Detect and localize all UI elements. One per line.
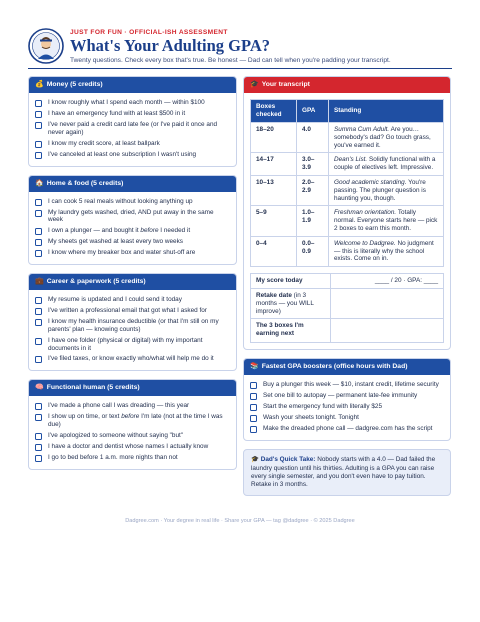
transcript-section bbox=[243, 76, 451, 350]
checklist-item-label: I show up on time, or text before I'm late (not at the time I was due) bbox=[48, 413, 223, 429]
checkbox[interactable] bbox=[250, 404, 257, 411]
checkbox[interactable] bbox=[250, 415, 257, 422]
section-title: Home & food (5 credits) bbox=[46, 179, 124, 187]
dad-portrait-seal-icon bbox=[28, 28, 64, 64]
section-title: Functional human (5 credits) bbox=[46, 384, 140, 392]
money-bag-icon: 💰 bbox=[35, 81, 44, 88]
boxes-cell: 10–13 bbox=[251, 175, 297, 205]
next-boxes-label: The 3 boxes I'm earning next bbox=[251, 319, 331, 343]
retake-field[interactable] bbox=[331, 288, 444, 318]
checkbox[interactable] bbox=[35, 141, 42, 148]
checklist-item bbox=[35, 249, 230, 257]
money-section bbox=[28, 76, 237, 167]
checklist-item bbox=[35, 151, 230, 159]
score-label: My score today bbox=[251, 274, 331, 289]
standing-cell: Dean's List. Solidly functional with a couple of electives left. Impressive. bbox=[329, 153, 444, 176]
checklist-item bbox=[35, 443, 230, 451]
checklist-item-label: I can cook 5 real meals without looking anything up bbox=[48, 197, 193, 205]
checklist-item bbox=[35, 227, 230, 235]
checklist-item-label: Set one bill to autopay — permanent late-fee immunity bbox=[263, 392, 418, 400]
score-field[interactable]: ____ / 20 · GPA: ____ bbox=[331, 274, 444, 289]
checkbox[interactable] bbox=[35, 356, 42, 363]
checklist-item-label: I know my credit score, at least ballpark bbox=[48, 139, 160, 147]
table-row bbox=[251, 153, 444, 176]
checklist-item bbox=[35, 238, 230, 246]
page-header bbox=[28, 28, 452, 68]
transcript-section-header bbox=[244, 77, 450, 93]
house-icon: 🏠 bbox=[35, 179, 44, 187]
checklist-item-label: My sheets get washed at least every two weeks bbox=[48, 238, 183, 246]
left-column bbox=[28, 76, 237, 478]
column-header: GPA bbox=[297, 100, 329, 123]
page-subtitle: Twenty questions. Check every box that's true. Be honest — Dad can tell when you're padding your transcript. bbox=[70, 57, 391, 64]
checklist-item bbox=[250, 425, 444, 433]
checklist-item bbox=[35, 337, 230, 353]
checkbox[interactable] bbox=[250, 393, 257, 400]
checkbox[interactable] bbox=[35, 414, 42, 421]
page-title: What's Your Adulting GPA? bbox=[70, 36, 271, 55]
eyebrow-label: JUST FOR FUN · OFFICIAL-ISH ASSESSMENT bbox=[70, 29, 228, 36]
graduation-cap-icon: 🎓 bbox=[250, 81, 259, 88]
column-header: Boxes checked bbox=[251, 100, 297, 123]
checklist-item-label: I know my health insurance deductible (or that I'm still on my parents' plan — knowing counts) bbox=[48, 318, 219, 333]
checkbox[interactable] bbox=[35, 297, 42, 304]
checklist-item-label: I've canceled at least one subscription I wasn't using bbox=[48, 150, 197, 158]
checkbox[interactable] bbox=[35, 319, 42, 326]
checklist-item-label: I own a plunger — and bought it before I needed it bbox=[48, 227, 191, 235]
page-footer: Dadgree.com · Your degree in real life · Share your GPA — tag @dadgree · © 2025 Dadgree bbox=[125, 518, 355, 524]
checkbox[interactable] bbox=[35, 199, 42, 206]
checkbox[interactable] bbox=[35, 250, 42, 257]
checklist-item bbox=[35, 454, 230, 462]
gpa-cell: 0.0–0.9 bbox=[297, 236, 329, 266]
section-title: Your transcript bbox=[261, 81, 310, 88]
checklist-item bbox=[35, 318, 230, 334]
career-section bbox=[28, 273, 237, 371]
checklist-item bbox=[35, 140, 230, 148]
boxes-cell: 5–9 bbox=[251, 206, 297, 236]
checkbox[interactable] bbox=[35, 210, 42, 217]
checklist-item bbox=[35, 307, 230, 315]
section-title: Career & paperwork (5 credits) bbox=[46, 278, 146, 286]
checklist-item bbox=[35, 413, 230, 429]
checklist-item bbox=[35, 355, 230, 363]
standing-cell: Summa Cum Adult. Are you… somebody's dad? Go touch grass, you've earned it. bbox=[329, 123, 444, 153]
score-form-table bbox=[250, 273, 444, 343]
retake-row bbox=[251, 288, 444, 318]
brain-icon: 🧠 bbox=[35, 384, 44, 392]
books-icon: 📚 bbox=[250, 363, 259, 371]
quick-take-text: Nobody starts with a 4.0 — Dad failed the laundry question until his thirties. Adulting is a GPA you can raise every single semester, and you don't even have to pay tuition. Retake in 3 months. bbox=[251, 456, 436, 488]
checklist-item-label: I've filed taxes, or know exactly who/what will help me do it bbox=[48, 355, 214, 363]
briefcase-icon: 💼 bbox=[35, 278, 44, 286]
checklist-item bbox=[35, 209, 230, 225]
checklist-item bbox=[250, 392, 444, 400]
checklist-item-label: I have an emergency fund with at least $500 in it bbox=[48, 110, 186, 117]
functional-human-section-header bbox=[29, 380, 236, 396]
boxes-cell: 18–20 bbox=[251, 123, 297, 153]
standing-cell: Freshman orientation. Totally normal. Everyone starts here — pick 2 boxes to earn this month. bbox=[329, 206, 444, 236]
home-food-section bbox=[28, 175, 237, 266]
gpa-cell: 3.0–3.9 bbox=[297, 153, 329, 176]
column-header: Standing bbox=[329, 100, 444, 123]
checkbox[interactable] bbox=[35, 338, 42, 345]
gpa-scale-table bbox=[250, 99, 444, 267]
checklist-item bbox=[250, 414, 444, 422]
section-title: Money (5 credits) bbox=[46, 81, 103, 88]
retake-label: Retake date (in 3 months — you WILL improve) bbox=[251, 288, 331, 318]
checklist-item bbox=[35, 296, 230, 304]
checklist-item-label: Wash your sheets tonight. Tonight bbox=[263, 414, 359, 422]
checklist-item-label: I've never paid a credit card late fee (or I've paid it once and never again) bbox=[48, 121, 218, 136]
gpa-cell: 2.0–2.9 bbox=[297, 175, 329, 205]
gpa-cell: 4.0 bbox=[297, 123, 329, 153]
checkbox[interactable] bbox=[35, 308, 42, 315]
checklist-item-label: I have one folder (physical or digital) with my important documents in it bbox=[48, 336, 203, 352]
checklist-item-label: I've made a phone call I was dreading — this year bbox=[48, 402, 190, 410]
quick-take-label: Dad's Quick Take: bbox=[260, 456, 316, 464]
checklist-item bbox=[250, 403, 444, 411]
checkbox[interactable] bbox=[35, 455, 42, 462]
table-row bbox=[251, 236, 444, 266]
checkbox[interactable] bbox=[35, 228, 42, 235]
table-row bbox=[251, 123, 444, 153]
header-divider bbox=[28, 68, 452, 69]
checklist-item bbox=[35, 402, 230, 410]
dads-quick-take-callout bbox=[243, 449, 451, 496]
checkbox[interactable] bbox=[250, 382, 257, 389]
gpa-boosters-section bbox=[243, 358, 451, 441]
checklist-item-label: I go to bed before 1 a.m. more nights than not bbox=[48, 453, 178, 461]
right-column bbox=[243, 76, 451, 496]
checkbox[interactable] bbox=[35, 122, 42, 129]
standing-cell: Welcome to Dadgree. No judgment — this is literally why the school exists. Come on in. bbox=[329, 236, 444, 266]
checklist-item bbox=[35, 432, 230, 440]
next-boxes-field[interactable] bbox=[331, 319, 444, 343]
gpa-cell: 1.0–1.9 bbox=[297, 206, 329, 236]
graduation-cap-icon: 🎓 bbox=[251, 456, 259, 464]
checkbox[interactable] bbox=[250, 426, 257, 433]
score-row bbox=[251, 274, 444, 289]
next-boxes-row bbox=[251, 319, 444, 343]
boxes-cell: 14–17 bbox=[251, 153, 297, 176]
checkbox[interactable] bbox=[35, 239, 42, 246]
checkbox[interactable] bbox=[35, 403, 42, 410]
checklist-item-label: I've written a professional email that got what I asked for bbox=[48, 307, 207, 315]
checklist-item bbox=[35, 198, 230, 206]
checklist-item-label: I've apologized to someone without saying "but" bbox=[48, 431, 184, 439]
table-row bbox=[251, 175, 444, 205]
checkbox[interactable] bbox=[35, 111, 42, 118]
checklist-item-label: My laundry gets washed, dried, AND put away in the same week bbox=[48, 208, 214, 224]
checkbox[interactable] bbox=[35, 444, 42, 451]
section-title: Fastest GPA boosters (office hours with Dad) bbox=[261, 363, 408, 371]
checklist-item-label: Start the emergency fund with literally $25 bbox=[263, 403, 382, 411]
checkbox[interactable] bbox=[35, 433, 42, 440]
money-section-header bbox=[29, 77, 236, 93]
checkbox[interactable] bbox=[35, 100, 42, 107]
checkbox[interactable] bbox=[35, 152, 42, 159]
career-section-header bbox=[29, 274, 236, 290]
checklist-item bbox=[35, 121, 230, 137]
checklist-item bbox=[35, 99, 230, 107]
checklist-item-label: My resume is updated and I could send it today bbox=[48, 296, 182, 304]
home-food-section-header bbox=[29, 176, 236, 192]
checklist-item-label: I know where my breaker box and water shut-off are bbox=[48, 249, 196, 257]
checklist-item bbox=[35, 110, 230, 118]
checklist-item bbox=[250, 381, 444, 389]
table-row bbox=[251, 206, 444, 236]
checklist-item-label: Buy a plunger this week — $10, instant credit, lifetime security bbox=[263, 381, 439, 389]
gpa-boosters-section-header bbox=[244, 359, 450, 375]
checklist-item-label: I know roughly what I spend each month — within $100 bbox=[48, 99, 205, 106]
checklist-item-label: Make the dreaded phone call — dadgree.com has the script bbox=[263, 425, 433, 433]
boxes-cell: 0–4 bbox=[251, 236, 297, 266]
standing-cell: Good academic standing. You're passing. The plunger question is haunting you, though. bbox=[329, 175, 444, 205]
checklist-item-label: I have a doctor and dentist whose names I actually know bbox=[48, 442, 209, 450]
functional-human-section bbox=[28, 379, 237, 470]
